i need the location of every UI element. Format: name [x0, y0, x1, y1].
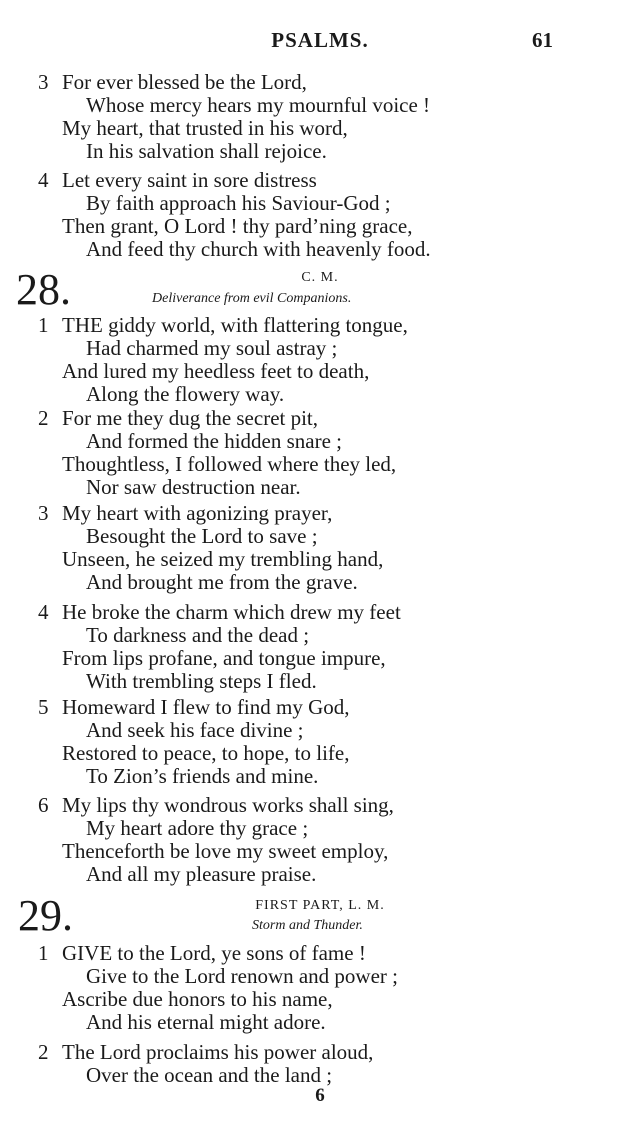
verse-line: He broke the charm which drew my feet — [62, 600, 401, 624]
verse-line: With trembling steps I fled. — [86, 669, 317, 693]
verse-line: My heart with agonizing prayer, — [62, 501, 333, 525]
verse-line: Homeward I flew to find my God, — [62, 695, 350, 719]
verse-line: Thenceforth be love my sweet employ, — [62, 839, 389, 863]
psalm-number: 28. — [16, 265, 71, 314]
verse-line: GIVE to the Lord, ye sons of fame ! — [62, 941, 366, 965]
verse-line: My heart adore thy grace ; — [86, 816, 309, 840]
verse-line: Nor saw destruction near. — [86, 475, 301, 499]
meter-label: FIRST PART, L. M. — [255, 898, 385, 913]
verse-line: And lured my heedless feet to death, — [62, 359, 370, 383]
signature-mark: 6 — [315, 1085, 325, 1106]
stanza-number: 3 — [38, 501, 49, 525]
verse-line: The Lord proclaims his power aloud, — [62, 1040, 374, 1064]
verse-line: Then grant, O Lord ! thy pard’ning grace, — [62, 214, 413, 238]
verse-line: In his salvation shall rejoice. — [86, 139, 327, 163]
stanza-number: 3 — [38, 70, 49, 94]
verse-line: My heart, that trusted in his word, — [62, 116, 348, 140]
running-header — [0, 28, 640, 58]
stanza-number: 2 — [38, 1040, 49, 1064]
psalm-subtitle: Deliverance from evil Companions. — [152, 291, 352, 306]
stanza-number: 5 — [38, 695, 49, 719]
psalm-number: 29. — [18, 891, 73, 940]
verse-line: By faith approach his Saviour-God ; — [86, 191, 391, 215]
verse-line: Restored to peace, to hope, to life, — [62, 741, 350, 765]
verse-line: Give to the Lord renown and power ; — [86, 964, 398, 988]
verse-line: Unseen, he seized my trembling hand, — [62, 547, 384, 571]
verse-line: Besought the Lord to save ; — [86, 524, 318, 548]
verse-line: Had charmed my soul astray ; — [86, 336, 338, 360]
verse-line: Thoughtless, I followed where they led, — [62, 452, 397, 476]
verse-line: My lips thy wondrous works shall sing, — [62, 793, 394, 817]
stanza-number: 2 — [38, 406, 49, 430]
stanza-number: 4 — [38, 168, 49, 192]
verse-line: Whose mercy hears my mournful voice ! — [86, 93, 431, 117]
verse-line: Over the ocean and the land ; — [86, 1063, 333, 1087]
verse-line: And feed thy church with heavenly food. — [86, 237, 431, 261]
verse-line: And formed the hidden snare ; — [86, 429, 343, 453]
verse-line: And his eternal might adore. — [86, 1010, 326, 1034]
verse-line: And brought me from the grave. — [86, 570, 358, 594]
page-number: 61 — [532, 28, 553, 52]
verse-line: THE giddy world, with flattering tongue, — [62, 313, 408, 337]
verse-line: For ever blessed be the Lord, — [62, 70, 307, 94]
meter-label: C. M. — [301, 270, 339, 285]
running-title: PSALMS. — [271, 28, 369, 52]
stanza-number: 1 — [38, 313, 49, 337]
stanza-number: 6 — [38, 793, 49, 817]
verse-line: Ascribe due honors to his name, — [62, 987, 333, 1011]
stanza-number: 1 — [38, 941, 49, 965]
verse-line: From lips profane, and tongue impure, — [62, 646, 386, 670]
verse-line: Let every saint in sore distress — [62, 168, 317, 192]
verse-line: And seek his face divine ; — [86, 718, 304, 742]
stanza-number: 4 — [38, 600, 49, 624]
psalm-subtitle: Storm and Thunder. — [252, 918, 363, 933]
verse-line: For me they dug the secret pit, — [62, 406, 319, 430]
verse-line: Along the flowery way. — [86, 382, 285, 406]
verse-line: And all my pleasure praise. — [86, 862, 317, 886]
verse-line: To darkness and the dead ; — [86, 623, 310, 647]
verse-line: To Zion’s friends and mine. — [86, 764, 319, 788]
